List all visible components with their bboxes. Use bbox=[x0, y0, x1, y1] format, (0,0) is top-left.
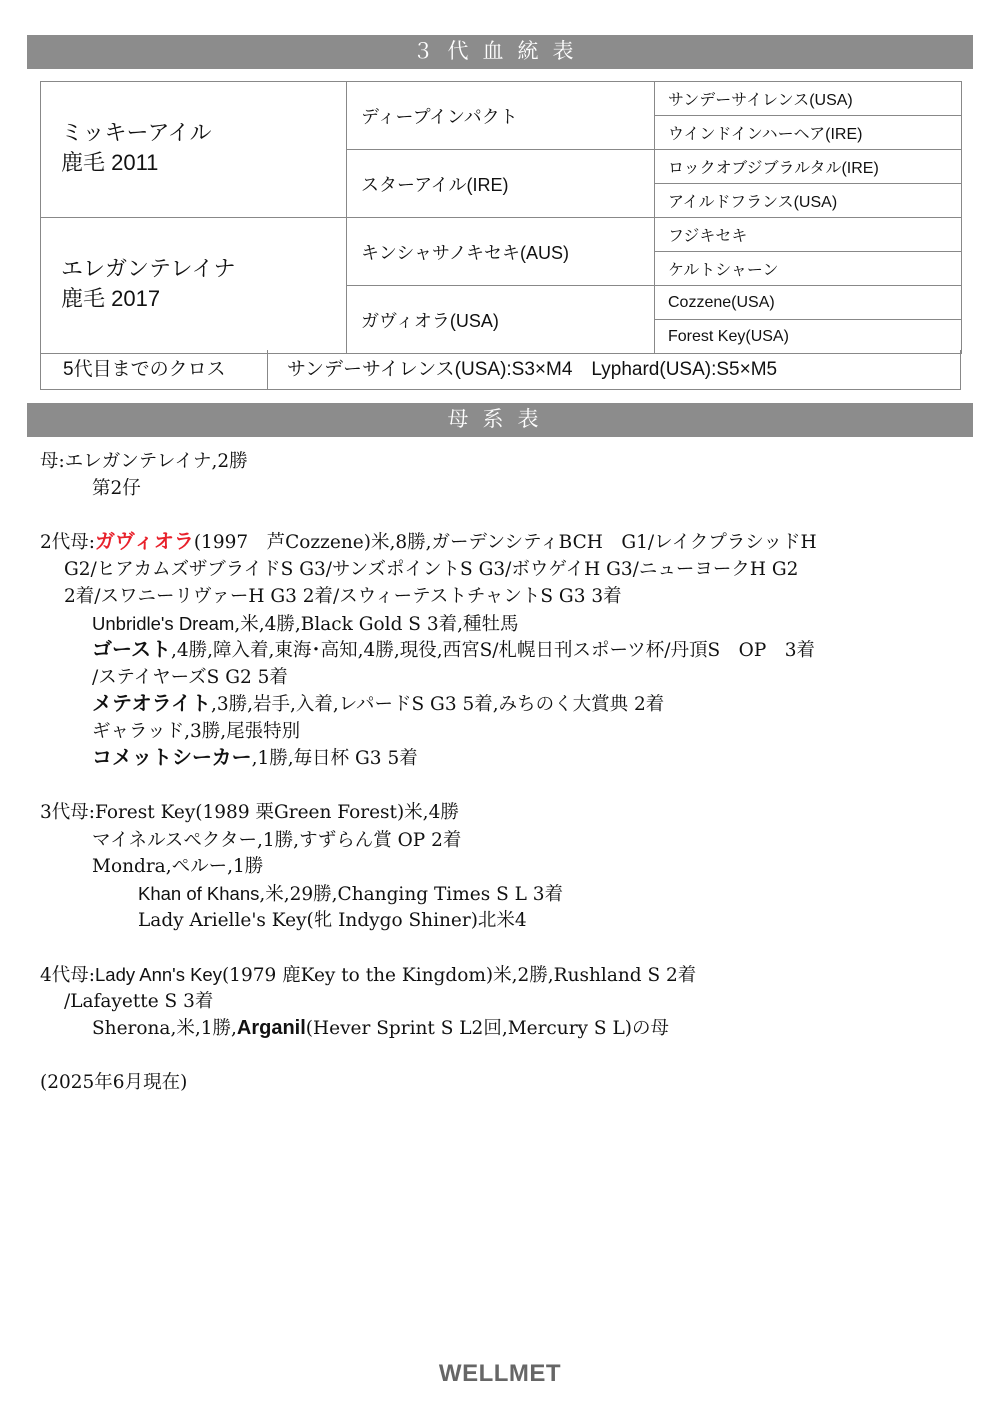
progeny-record: ,米,4勝,Black Gold S 3着,種牡馬 bbox=[234, 614, 519, 635]
pedigree-section-header: ３代血統表 bbox=[27, 35, 973, 69]
fourth-dam-name: Lady Ann's Key bbox=[95, 964, 222, 985]
dam-dam-dam: Forest Key(USA) bbox=[655, 320, 962, 354]
as-of-date: (2025年6月現在) bbox=[40, 1072, 188, 1093]
dam-info: 鹿毛 2017 bbox=[61, 286, 161, 311]
fourth-dam-prefix: 4代母: bbox=[40, 965, 96, 986]
progeny-line bbox=[40, 637, 965, 664]
progeny-prefix: Sherona,米,1勝, bbox=[92, 1018, 237, 1039]
progeny-record: ,3勝,岩手,入着,レパードS G3 5着,みちのく大賞典 2着 bbox=[211, 694, 665, 715]
dam-dam-sire: Cozzene(USA) bbox=[655, 286, 962, 320]
grand-progeny-line: Lady Arielle's Key(牝 Indygo Shiner)北米4 bbox=[138, 910, 527, 931]
third-dam-line: 3代母:Forest Key(1989 栗Green Forest)米,4勝 bbox=[40, 802, 459, 823]
sire-dam: スターアイル(IRE) bbox=[347, 150, 655, 218]
progeny-line bbox=[40, 691, 965, 718]
sire-sire-sire: サンデーサイレンス(USA) bbox=[655, 82, 962, 116]
second-dam-name: ガヴィオラ bbox=[95, 531, 194, 553]
inbreeding-cross-row bbox=[40, 350, 961, 390]
dam-foal-number: 第2仔 bbox=[92, 478, 141, 499]
progeny-name: ゴースト bbox=[92, 639, 171, 661]
progeny-name: メテオライト bbox=[92, 693, 211, 715]
sire-sire-dam: ウインドインハーヘア(IRE) bbox=[655, 116, 962, 150]
progeny-name: コメットシーカー bbox=[92, 747, 252, 769]
progeny-line: ギャラッド,3勝,尾張特別 bbox=[92, 721, 301, 742]
grand-progeny-line bbox=[40, 880, 965, 907]
sire-dam-sire: ロックオブジブラルタル(IRE) bbox=[655, 150, 962, 184]
second-dam-prefix: 2代母: bbox=[40, 532, 96, 553]
wellmet-logo: WELLMET bbox=[438, 1360, 562, 1387]
second-dam-line bbox=[40, 529, 965, 556]
progeny-record: ,米,29勝,Changing Times S L 3着 bbox=[259, 884, 564, 905]
progeny-line bbox=[40, 1015, 965, 1042]
dam-line: 母:エレガンテレイナ,2勝 bbox=[40, 451, 248, 472]
second-dam-record-cont-1: G2/ヒアカムズザブライドS G3/サンズポイントS G3/ボウゲイH G3/ニューヨークH G2 bbox=[64, 559, 799, 580]
dam-sire-dam: ケルトシャーン bbox=[655, 252, 962, 286]
cross-label: 5代目までのクロス bbox=[41, 350, 268, 389]
fourth-dam-record: (1979 鹿Key to the Kingdom)米,2勝,Rushland S 2着 bbox=[221, 965, 697, 986]
progeny-record: ,4勝,障入着,東海･高知,4勝,現役,西宮S/札幌日刊スポーツ杯/丹頂S OP 3着 bbox=[171, 640, 816, 661]
second-dam-record-cont-2: 2着/スワニーリヴァーH G3 2着/スウィーテストチャントS G3 3着 bbox=[64, 586, 622, 607]
dam-sire: キンシャサノキセキ(AUS) bbox=[347, 218, 655, 286]
sire-info: 鹿毛 2011 bbox=[61, 150, 159, 175]
sire-name: ミッキーアイル bbox=[61, 120, 212, 145]
sire-dam-dam: アイルドフランス(USA) bbox=[655, 184, 962, 218]
dam-name: エレガンテレイナ bbox=[61, 256, 236, 281]
progeny-record-cont: /ステイヤーズS G2 5着 bbox=[92, 667, 288, 688]
progeny-line bbox=[40, 745, 965, 772]
progeny-line bbox=[40, 610, 965, 637]
progeny-line bbox=[40, 826, 965, 853]
sire-cell bbox=[41, 82, 347, 218]
family-section-header: 母系表 bbox=[27, 403, 973, 437]
progeny-name: Khan of Khans bbox=[138, 883, 260, 904]
progeny-name: マイネルスペクター bbox=[92, 829, 258, 850]
pedigree-table bbox=[40, 81, 962, 354]
progeny-record: ,1勝,すずらん賞 OP 2着 bbox=[257, 830, 462, 851]
progeny-record: (Hever Sprint S L2回,Mercury S L)の母 bbox=[305, 1018, 669, 1039]
cross-value: サンデーサイレンス(USA):S3×M4 Lyphard(USA):S5×M5 bbox=[287, 359, 778, 380]
dam-sire-sire: フジキセキ bbox=[655, 218, 962, 252]
progeny-record: ,1勝,毎日杯 G3 5着 bbox=[251, 748, 418, 769]
second-dam-record: (1997 芦Cozzene)米,8勝,ガーデンシティBCH G1/レイクプラシッドH bbox=[193, 532, 817, 553]
dam-dam: ガヴィオラ(USA) bbox=[347, 286, 655, 354]
fourth-dam-line bbox=[40, 961, 965, 988]
fourth-dam-record-cont: /Lafayette S 3着 bbox=[64, 991, 214, 1012]
dam-cell bbox=[41, 218, 347, 354]
progeny-line: Mondra,ペルー,1勝 bbox=[92, 856, 264, 877]
progeny-name: Arganil bbox=[236, 1017, 306, 1039]
family-table bbox=[40, 448, 965, 1096]
sire-sire: ディープインパクト bbox=[347, 82, 655, 150]
progeny-name: Unbridle's Dream bbox=[92, 613, 235, 634]
